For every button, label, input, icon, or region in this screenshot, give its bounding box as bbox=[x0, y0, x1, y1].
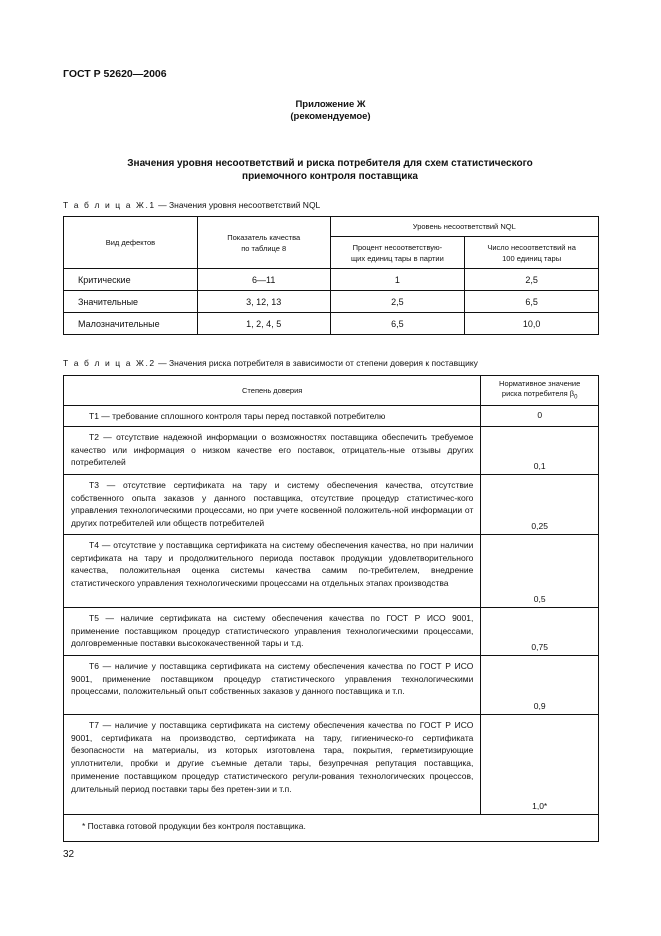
table1-header-indicator bbox=[197, 217, 330, 269]
table1-caption-label: Т а б л и ц а Ж.1 bbox=[63, 200, 156, 210]
annex-status: (рекомендуемое) bbox=[290, 111, 371, 122]
table2-header-risk-sub: 0 bbox=[574, 394, 578, 401]
table1-cell-defect: Критические bbox=[64, 269, 198, 291]
table-consumer-risk bbox=[63, 375, 599, 842]
table1-header-percent bbox=[330, 237, 465, 269]
standard-header: ГОСТ Р 52620—2006 bbox=[63, 68, 167, 80]
table-row bbox=[64, 269, 599, 291]
table1-cell-defect: Значительные bbox=[64, 291, 198, 313]
table2-caption-label: Т а б л и ц а Ж.2 bbox=[63, 358, 156, 368]
annex-heading bbox=[100, 157, 560, 183]
table1-header-level: Уровень несоответствий NQL bbox=[330, 217, 598, 237]
table2-cell-desc: Т5 — наличие сертификата на систему обеспечения качества по ГОСТ Р ИСО 9001, применение поставщиком процедур статистического управления технологическими процессами, долговременные поставки высококачественной тары и т.д. bbox=[64, 608, 481, 656]
table1-header-count bbox=[465, 237, 599, 269]
table1-header-indicator-line1: Показатель качества bbox=[227, 232, 301, 242]
table1-cell-indicator: 3, 12, 13 bbox=[197, 291, 330, 313]
annex-heading-line1: Значения уровня несоответствий и риска потребителя для схем статистического bbox=[127, 158, 533, 169]
table1-cell-percent: 6,5 bbox=[330, 313, 465, 335]
table1-cell-defect: Малозначительные bbox=[64, 313, 198, 335]
table-nql bbox=[63, 216, 599, 335]
table1-cell-percent: 2,5 bbox=[330, 291, 465, 313]
table-row bbox=[64, 313, 599, 335]
table2-header-risk-line1: Нормативное значение bbox=[499, 378, 581, 388]
table2-cell-value: 0,9 bbox=[481, 656, 599, 715]
table-row bbox=[64, 427, 599, 475]
table-row bbox=[64, 608, 599, 656]
table2-footnote: * Поставка готовой продукции без контроля поставщика. bbox=[64, 815, 599, 842]
table-row bbox=[64, 656, 599, 715]
table2-header-risk-line2 bbox=[481, 389, 598, 403]
table1-header-defects: Вид дефектов bbox=[64, 217, 198, 269]
table-row bbox=[64, 535, 599, 608]
table2-cell-value: 1,0* bbox=[481, 715, 599, 815]
table-row bbox=[64, 406, 599, 427]
table1-cell-count: 2,5 bbox=[465, 269, 599, 291]
table2-cell-value: 0,75 bbox=[481, 608, 599, 656]
table1-header-percent-line2: щих единиц тары в партии bbox=[351, 253, 444, 263]
table1-header-percent-line1: Процент несоответствую- bbox=[352, 242, 443, 252]
table1-cell-indicator: 1, 2, 4, 5 bbox=[197, 313, 330, 335]
table2-cell-desc: Т3 — отсутствие сертификата на тару и систему обеспечения качества, отсутствие собственного опыта заказов у данного поставщика, отсутствие процедур статистичес-кого управления технологическими процессами, но при учете косвенной положитель-ной информации от других потребителей или обществ потребителей bbox=[64, 475, 481, 535]
table1-cell-count: 6,5 bbox=[465, 291, 599, 313]
table-footnote-row bbox=[64, 815, 599, 842]
table2-cell-desc: Т6 — наличие у поставщика сертификата на систему обеспечения качества по ГОСТ Р ИСО 9001, применение поставщиком процедур статистического управления технологическими процессами, положительный опыт собственных заказов у данного поставщика и т.п. bbox=[64, 656, 481, 715]
table2-cell-desc: Т4 — отсутствие у поставщика сертификата на систему обеспечения качества, но при наличии сертификата на тару и продолжительного периода поставок продукции удовлетворительного качества, положительная оценка системы качества самим по-требителем, внедрение статистического управления технологическими процессами на отдельных этапах производства bbox=[64, 535, 481, 608]
table1-cell-indicator: 6—11 bbox=[197, 269, 330, 291]
table2-cell-desc: Т7 — наличие у поставщика сертификата на систему обеспечения качества по ГОСТ Р ИСО 9001, сертификата на производство, сертификата на тару, гигиеническо-го сертификата безопасности на материалы, из которых изготовлена тара, покрытия, герметизирующие уплотнители, пробки и другие съемные детали тары, безупречная репутация поставщика, применение поставщиком процедур статистического регули-рования технологических процессов, длительный период поставки тары без претен-зии и т.п. bbox=[64, 715, 481, 815]
table2-cell-desc: Т1 — требование сплошного контроля тары перед поставкой потребителю bbox=[64, 406, 481, 427]
table2-caption bbox=[63, 358, 478, 368]
table1-header-count-line2: 100 единиц тары bbox=[502, 253, 562, 263]
table2-cell-desc: Т2 — отсутствие надежной информации о возможностях поставщика обеспечить требуемое качество или информация о низком качестве его поставок, отрицатель-ные отзывы других потребителей bbox=[64, 427, 481, 475]
table1-header-count-line1: Число несоответствий на bbox=[487, 242, 576, 252]
table1-header-indicator-line2: по таблице 8 bbox=[241, 243, 287, 253]
table1-cell-count: 10,0 bbox=[465, 313, 599, 335]
table2-cell-value: 0,25 bbox=[481, 475, 599, 535]
table2-cell-value: 0,5 bbox=[481, 535, 599, 608]
annex-heading-line2: приемочного контроля поставщика bbox=[242, 171, 418, 182]
annex-title: Приложение Ж bbox=[295, 99, 366, 110]
table1-caption bbox=[63, 200, 320, 210]
table2-cell-value: 0,1 bbox=[481, 427, 599, 475]
table-row bbox=[64, 475, 599, 535]
table-row bbox=[64, 715, 599, 815]
table2-header-risk bbox=[481, 376, 599, 406]
table2-header-trust: Степень доверия bbox=[64, 376, 481, 406]
table1-cell-percent: 1 bbox=[330, 269, 465, 291]
table2-cell-value: 0 bbox=[481, 406, 599, 427]
page-number: 32 bbox=[63, 849, 75, 860]
table-row bbox=[64, 291, 599, 313]
table1-caption-text: — Значения уровня несоответствий NQL bbox=[155, 200, 321, 210]
table2-header-risk-line2-text: риска потребителя β bbox=[501, 388, 575, 398]
table2-caption-text: — Значения риска потребителя в зависимости от степени доверия к поставщику bbox=[155, 358, 478, 368]
